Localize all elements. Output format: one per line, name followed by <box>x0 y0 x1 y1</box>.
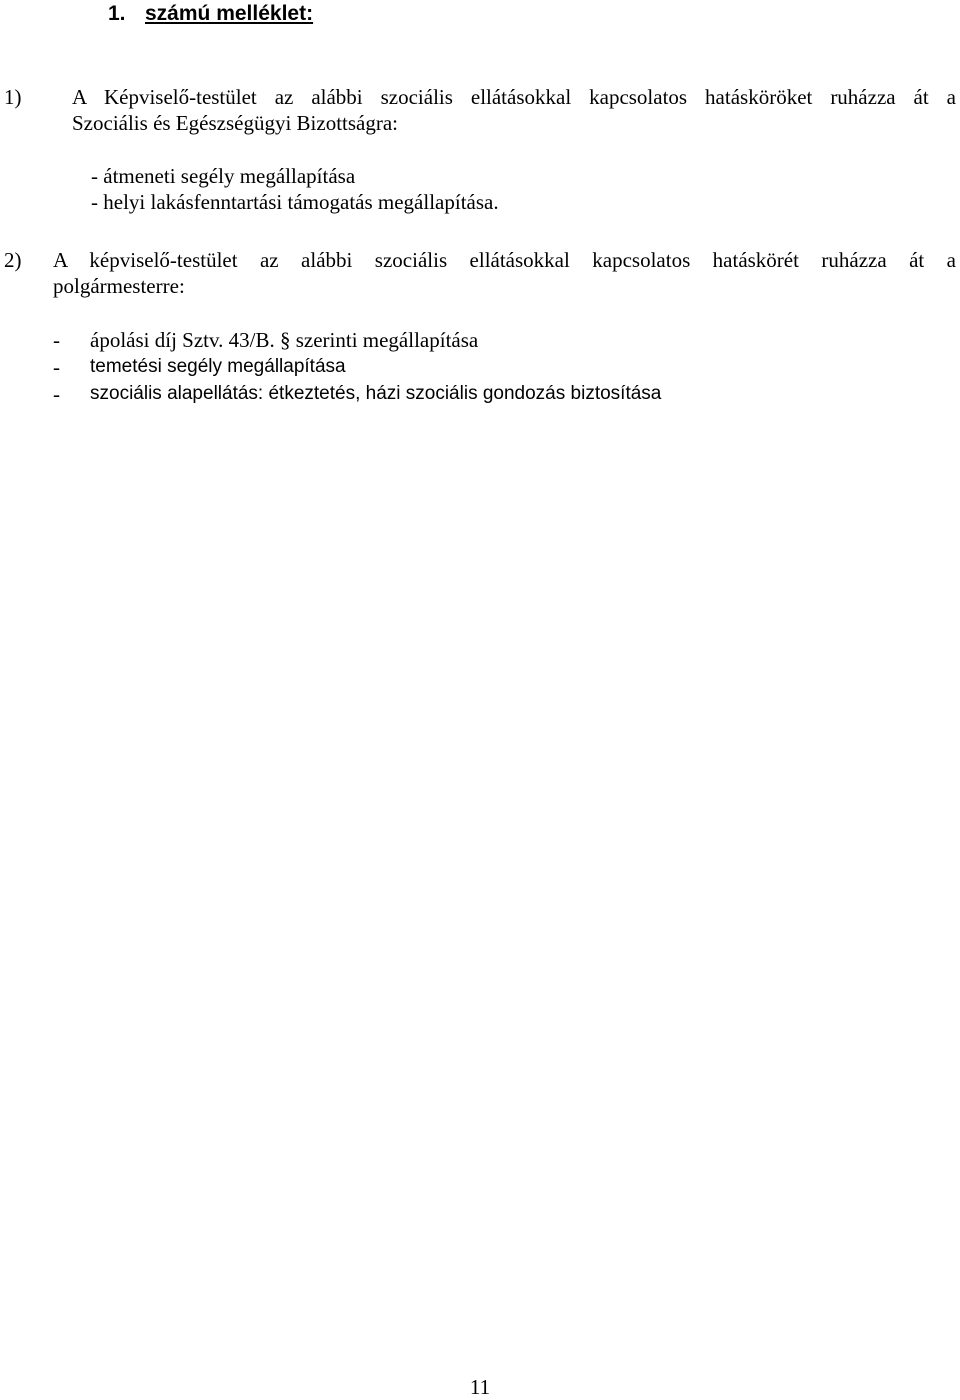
section-2-item-1: ápolási díj Sztv. 43/B. § szerinti megállapítása <box>90 328 479 352</box>
section-1-number: 1) <box>4 85 22 109</box>
section-1-item-2: - helyi lakásfenntartási támogatás megállapítása. <box>91 190 499 214</box>
section-2-item-2-dash: - <box>53 355 60 379</box>
section-2-item-1-dash: - <box>53 328 60 352</box>
section-1-line-2: Szociális és Egészségügyi Bizottságra: <box>72 111 399 135</box>
section-1-item-1: - átmeneti segély megállapítása <box>91 164 356 188</box>
section-2-line-1: A képviselő-testület az alábbi szociális ellátásokkal kapcsolatos hatáskörét ruházza át a <box>53 248 956 272</box>
page-number: 11 <box>469 1375 491 1399</box>
section-2-item-3-dash: - <box>53 382 60 406</box>
section-2-number: 2) <box>4 248 22 272</box>
section-2-line-2: polgármesterre: <box>53 274 185 298</box>
annex-heading <box>108 0 313 28</box>
section-1-line-1: A Képviselő-testület az alábbi szociális ellátásokkal kapcsolatos hatásköröket ruházza át a <box>72 85 956 109</box>
section-2-item-3: szociális alapellátás: étkeztetés, házi szociális gondozás biztosítása <box>90 383 662 404</box>
section-2-item-2: temetési segély megállapítása <box>90 356 346 377</box>
annex-number: 1. <box>108 2 126 25</box>
annex-title: számú melléklet: <box>145 2 314 25</box>
